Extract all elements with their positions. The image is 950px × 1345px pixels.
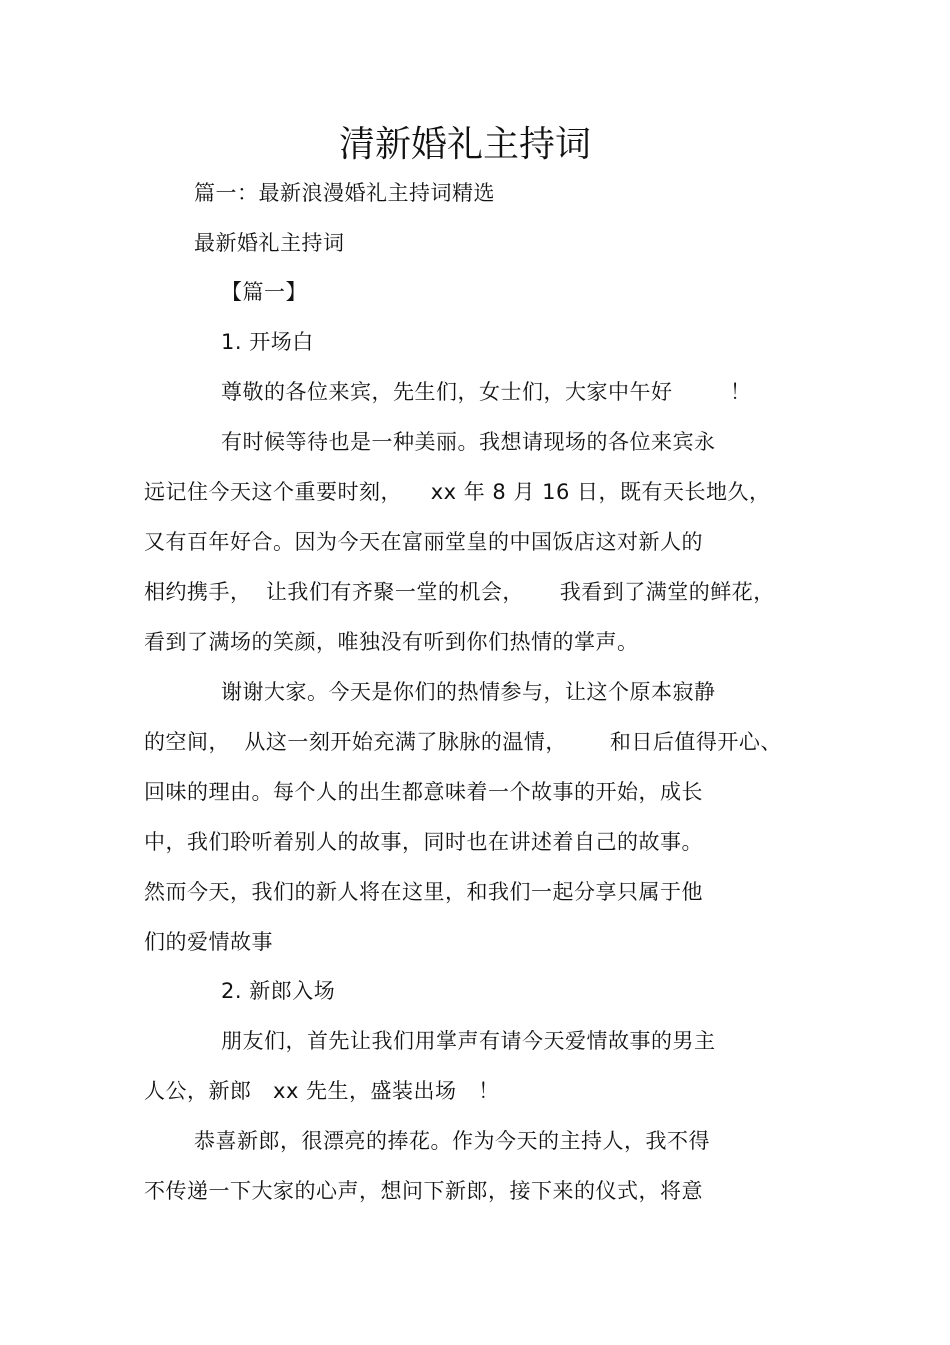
paragraph-line: 又有百年好合。因为今天在富丽堂皇的中国饭店这对新人的 [144,530,703,554]
paragraph-line: 不传递一下大家的心声，想问下新郎，接下来的仪式，将意 [144,1179,703,1203]
document-title: 清新婚礼主持词 [338,124,591,165]
paragraph-line: 然而今天，我们的新人将在这里，和我们一起分享只属于他 [144,880,703,904]
paragraph-line: 恭喜新郎，很漂亮的捧花。作为今天的主持人，我不得 [194,1129,710,1153]
paragraph-line: 们的爱情故事 [144,930,273,954]
paragraph-line: 人公，新郎 xx 先生，盛装出场 ！ [144,1079,500,1103]
paragraph-line: 回味的理由。每个人的出生都意味着一个故事的开始，成长 [144,780,703,804]
paragraph-line: 的空间， 从这一刻开始充满了脉脉的温情， 和日后值得开心、 [144,730,782,754]
paragraph-line: 远记住今天这个重要时刻， xx 年 8 月 16 日，既有天长地久， [144,480,771,504]
paragraph-line: 朋友们，首先让我们用掌声有请今天爱情故事的男主 [221,1029,716,1053]
paragraph-line: 尊敬的各位来宾，先生们，女士们，大家中午好 ！ [221,380,752,404]
part-label: 【篇一】 [221,280,307,304]
section-heading: 篇一：最新浪漫婚礼主持词精选 [194,181,495,205]
section-number-2: 2. 新郎入场 [221,979,336,1003]
paragraph-line: 中，我们聆听着别人的故事，同时也在讲述着自己的故事。 [144,830,703,854]
paragraph-line: 看到了满场的笑颜，唯独没有听到你们热情的掌声。 [144,630,639,654]
paragraph-line: 谢谢大家。今天是你们的热情参与，让这个原本寂静 [221,680,716,704]
section-number-1: 1. 开场白 [221,330,314,354]
paragraph-line: 有时候等待也是一种美丽。我想请现场的各位来宾永 [221,430,716,454]
paragraph-line: 相约携手， 让我们有齐聚一堂的机会， 我看到了满堂的鲜花， [144,580,775,604]
subtitle: 最新婚礼主持词 [194,231,345,255]
